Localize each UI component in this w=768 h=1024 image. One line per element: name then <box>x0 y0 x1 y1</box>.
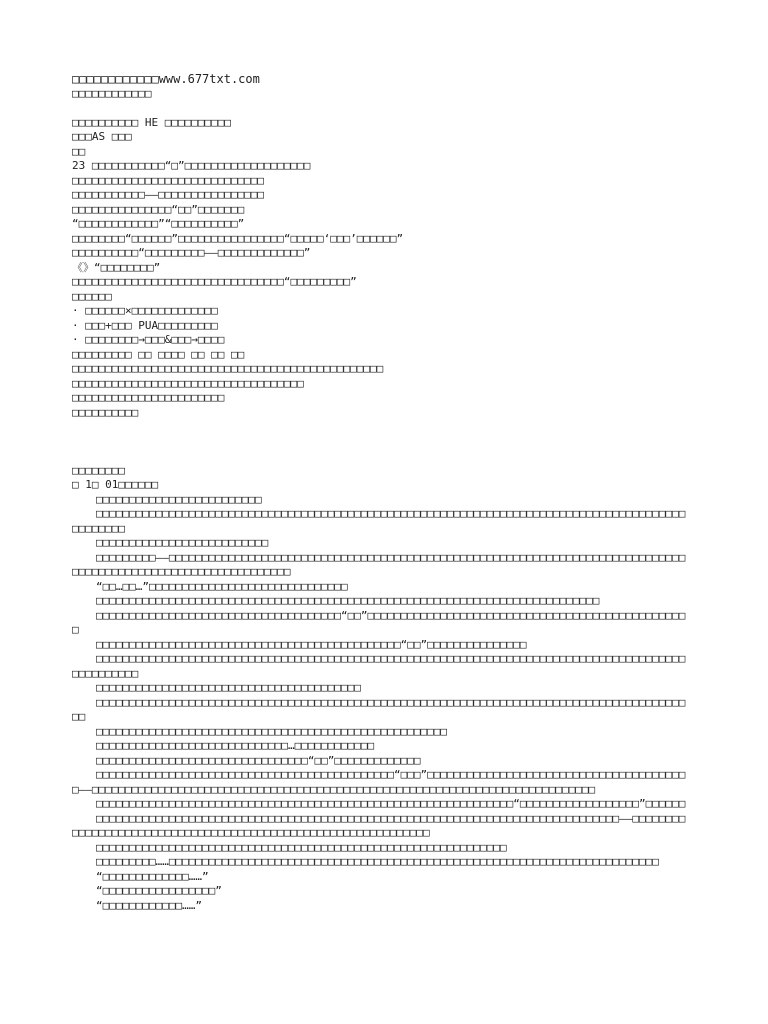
dialogue-line: “□□□□□□□□□□□□□□□□□” <box>96 884 222 897</box>
notice-block <box>72 116 692 421</box>
paragraph: □□□□□□□□□□□□□□□□□□□□□□□□□□□□□□□□“□□”□□□□□□□□□□□□□ <box>96 753 421 767</box>
paragraph: □□□□□□□□□□□□□□□□□□□□□□□□□□□□□□□□□□□□□□□□□□□□□□□□□□□□□□□□□□□□□□□□□□□□□□□□□□□□ <box>96 594 600 607</box>
notice-line: □□□□□□□□□□□□□□□“□□”□□□□□□□ <box>72 202 245 216</box>
paragraph: □□□□□□□□□……□□□□□□□□□□□□□□□□□□□□□□□□□□□□□□□□□□□□□□□□□□□□□□□□□□□□□□□□□□□□□□□□□□□□□□□□□□ <box>96 855 659 868</box>
paragraph: □□□□□□□□□□□□□□□□□□□□□□□□□□□□□□□□□□□□□□□□□□□□□□□□□□□□□□□□□□□□□□□□□□□□□□□□□□□□□□□□□□□□□□□□□□□□□□□□□ <box>72 507 686 535</box>
notice-line: □□□□□□□□□□□□□□□□□□□□□□□□□□□□□□□□“□□□□□□□□□” <box>72 275 357 288</box>
notice-line: “□□□□□□□□□□□□”“□□□□□□□□□□” <box>72 217 245 230</box>
notice-line: □□□□□□□□□□□——□□□□□□□□□□□□□□□□ <box>72 188 265 201</box>
chapter-heading: □ 1□ 01□□□□□□ <box>72 478 159 491</box>
notice-line: □□□□□□□□□□□□□□□□□□□□□□□ <box>72 391 225 404</box>
notice-line: 23 □□□□□□□□□□□“□”□□□□□□□□□□□□□□□□□□□ <box>72 159 311 172</box>
paragraph: □□□□□□□□□□□□□□□□□□□□□□□□□□□□□□□□□□□□□□□□□□□□□□□□□□□□□□□□□□□□□□□□□□□□□□□□□□□□□□□□□□□□□□□□□□□ <box>72 695 686 723</box>
notice-line: □□ <box>72 144 86 158</box>
paragraph: □□□□□□□□□□□□□□□□□□□□□□□□□□□□□□□□□□□□□□□□□□□□□□□□□□□□□ <box>96 724 447 738</box>
notice-line: □□□□□□□□□□□□□□□□□□□□□□□□□□□□□□□□□□□ <box>72 376 304 390</box>
notice-bullet: · □□□+□□□ PUA□□□□□□□□□ <box>72 318 218 332</box>
notice-line: □□□□□□ <box>72 289 112 303</box>
paragraph: □□□□□□□□□□□□□□□□□□□□□□□□□□□□□□□□□□□□□“□□”□□□□□□□□□□□□□□□□□□□□□□□□□□□□□□□□□□□□□□□□□□□□□□□□□ <box>72 608 686 636</box>
notice-line: □□□□□□□□□□ <box>72 405 139 419</box>
spacer <box>72 101 692 116</box>
notice-line: □□□□□□□□□□“□□□□□□□□□——□□□□□□□□□□□□□” <box>72 246 311 259</box>
paragraph: □□□□□□□□□□□□□□□□□□□□□□□□□□□□□□□□□□□□□□□□ <box>96 681 361 694</box>
notice-bullet: · □□□□□□□□→□□□&□□□→□□□□ <box>72 333 225 346</box>
paragraph: “□□…□□…”□□□□□□□□□□□□□□□□□□□□□□□□□□□□□□ <box>96 579 348 593</box>
paragraph: □□□□□□□□□□□□□□□□□□□□□□□□□ <box>96 492 262 506</box>
notice-line: □□□AS □□□ <box>72 130 132 143</box>
site-subtitle-line: □□□□□□□□□□□□ <box>72 86 152 100</box>
spacer <box>72 449 692 464</box>
document-page <box>72 72 692 913</box>
paragraph: □□□□□□□□□□□□□□□□□□□□□□□□□□□□□□□□□□□□□□□□□□□□□□□□□□□□□□□□□□□□□□□“□□□□□□□□□□□□□□□□□□”□□□□□□ <box>96 797 686 810</box>
chapter-body <box>72 493 692 914</box>
paragraph: □□□□□□□□□□□□□□□□□□□□□□□□□□□□□□□□□□□□□□□□□□□□□□□□□□□□□□□□□□□□□□ <box>96 840 507 854</box>
spacer <box>72 420 692 449</box>
paragraph: □□□□□□□□□□□□□□□□□□□□□□□□□□□□□…□□□□□□□□□□□□ <box>96 739 375 752</box>
notice-line: □□□□□□□□□□□□□□□□□□□□□□□□□□□□□ <box>72 173 265 187</box>
paragraph: □□□□□□□□□□□□□□□□□□□□□□□□□□□□□□□□□□□□□□□□□□□□□“□□□”□□□□□□□□□□□□□□□□□□□□□□□□□□□□□□□□□□□□□□□□——□□□□□□□□□□□□□□□□□□□□□□□□□□□□□□□□□□□□□□□□□□□□□□□□□□□□□□□□□□□□□□□□□□□□□□□□□□□□ <box>72 768 686 796</box>
paragraph: □□□□□□□□□——□□□□□□□□□□□□□□□□□□□□□□□□□□□□□□□□□□□□□□□□□□□□□□□□□□□□□□□□□□□□□□□□□□□□□□□□□□□□□□□□□□□□□□□□□□□□□□□□□□□□□□□□□□□□□□□ <box>72 550 686 578</box>
dialogue-line: “□□□□□□□□□□□□……” <box>96 898 202 912</box>
paragraph: □□□□□□□□□□□□□□□□□□□□□□□□□□□□□□□□□□□□□□□□□□□□□□“□□”□□□□□□□□□□□□□□□ <box>96 637 527 651</box>
notice-bullet: · □□□□□□×□□□□□□□□□□□□□ <box>72 304 218 317</box>
book-title-line: □□□□□□□□ <box>72 463 125 477</box>
paragraph: □□□□□□□□□□□□□□□□□□□□□□□□□□□□□□□□□□□□□□□□□□□□□□□□□□□□□□□□□□□□□□□□□□□□□□□□□□□□□□□——□□□□□□□□□□□□□□□□□□□□□□□□□□□□□□□□□□□□□□□□□□□□□□□□□□□□□□□□□□□□□□ <box>72 811 686 839</box>
paragraph: □□□□□□□□□□□□□□□□□□□□□□□□□□ <box>96 536 269 549</box>
notice-line: □□□□□□□□□□ HE □□□□□□□□□□ <box>72 115 231 129</box>
dialogue-line: “□□□□□□□□□□□□□……” <box>96 869 209 883</box>
notice-line: □□□□□□□□□□□□□□□□□□□□□□□□□□□□□□□□□□□□□□□□□□□□□□□ <box>72 362 384 375</box>
notice-line: 《》“□□□□□□□□” <box>72 260 161 274</box>
site-title-line: □□□□□□□□□□□□www.677txt.com <box>72 72 260 86</box>
notice-line: □□□□□□□□□ □□ □□□□ □□ □□ □□ <box>72 347 245 361</box>
paragraph: □□□□□□□□□□□□□□□□□□□□□□□□□□□□□□□□□□□□□□□□□□□□□□□□□□□□□□□□□□□□□□□□□□□□□□□□□□□□□□□□□□□□□□□□□□□□□□□□□□□ <box>72 652 686 680</box>
notice-line: □□□□□□□□“□□□□□□”□□□□□□□□□□□□□□□□“□□□□□‘□□□’□□□□□□” <box>72 231 404 245</box>
